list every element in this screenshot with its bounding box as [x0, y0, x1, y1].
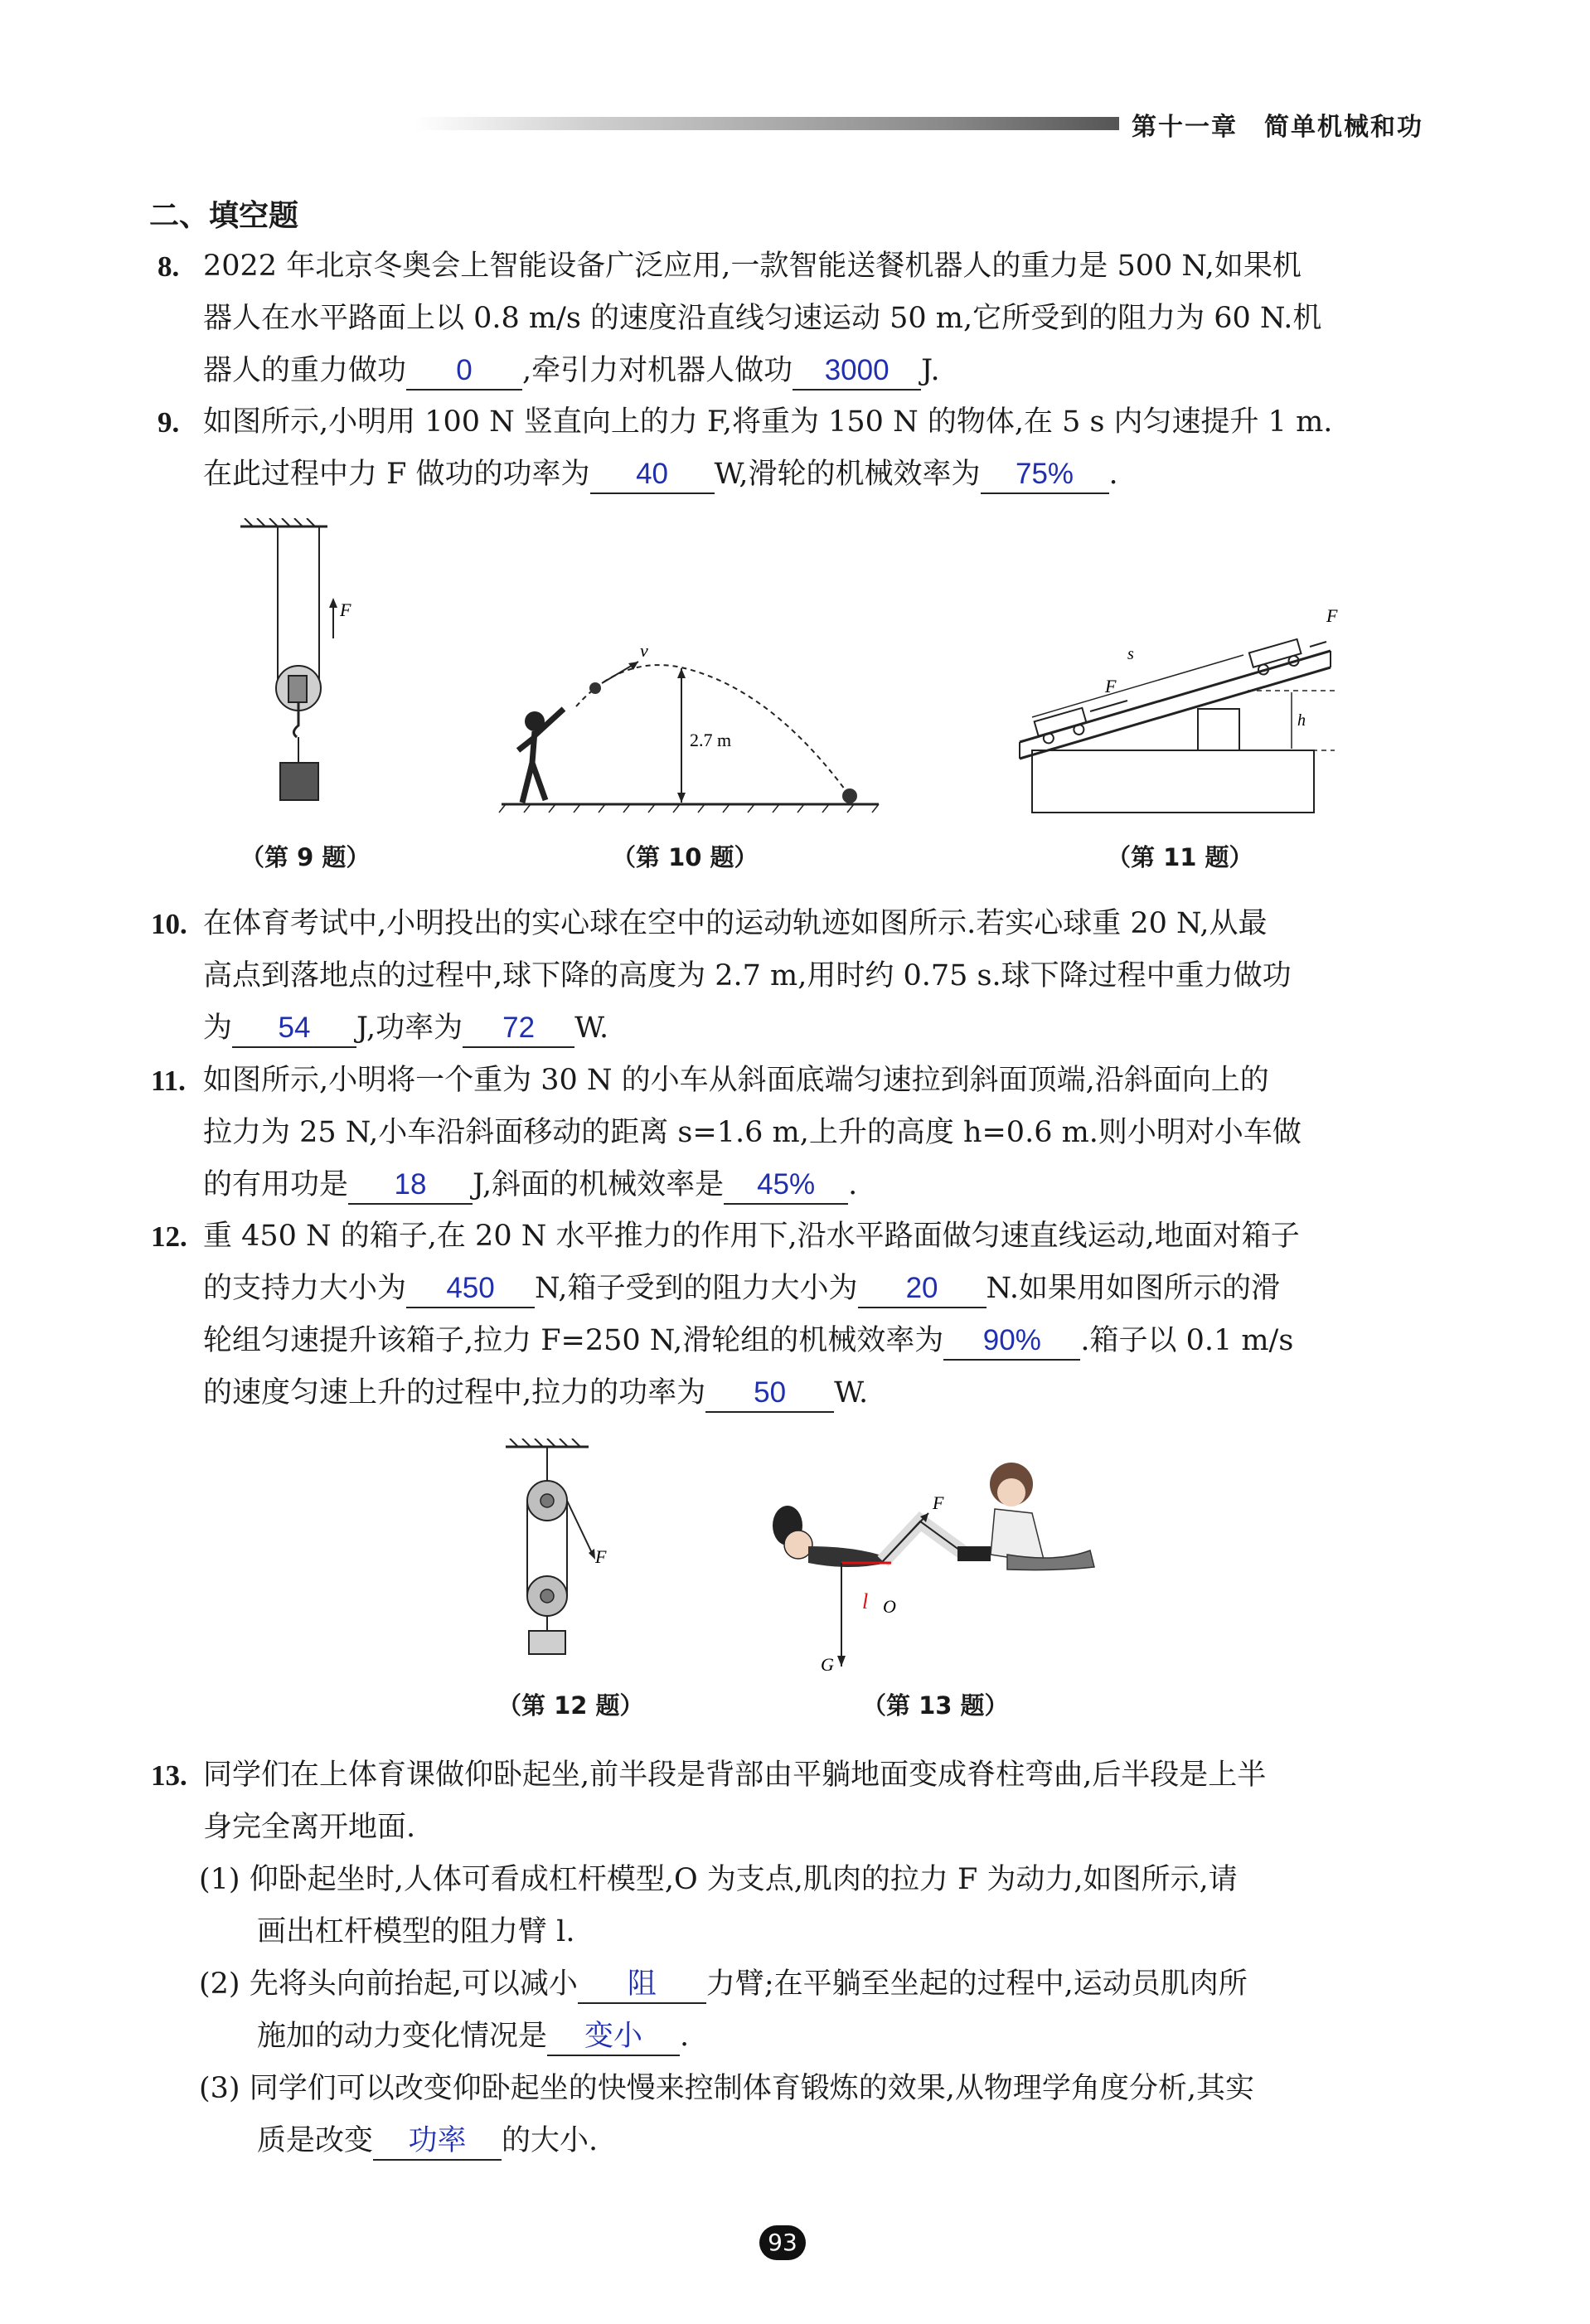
- text-line: [203, 1315, 1293, 1367]
- sub-question-1: (1) 仰卧起坐时,人体可看成杠杆模型,O 为支点,肌肉的拉力 F 为动力,如图所示,请: [199, 1863, 1238, 1896]
- figure-13-situp: [759, 1447, 1107, 1671]
- answer-blank[interactable]: 40: [590, 456, 715, 494]
- gravity-label: G: [821, 1654, 834, 1671]
- text-line: [257, 2115, 598, 2167]
- answer-blank[interactable]: 75%: [981, 456, 1109, 494]
- header-rule: [414, 117, 1119, 130]
- text: 的大小.: [502, 2124, 599, 2157]
- answer-blank[interactable]: 450: [406, 1270, 535, 1308]
- caption-fig10: （第 10 题）: [612, 843, 759, 871]
- text-line: 在体育考试中,小明投出的实心球在空中的运动轨迹如图所示.若实心球重 20 N,从最: [203, 907, 1268, 940]
- height-label: 2.7 m: [690, 730, 732, 750]
- text: N,箱子受到的阻力大小为: [535, 1272, 858, 1305]
- question-number: 11.: [151, 1065, 186, 1097]
- text: 的有用功是: [203, 1168, 349, 1201]
- text: 器人的重力做功: [203, 354, 407, 387]
- text: J,斜面的机械效率是: [473, 1168, 725, 1201]
- figure-10-throw: [497, 630, 887, 817]
- text: .箱子以 0.1 m/s: [1080, 1324, 1294, 1357]
- text-line: 如图所示,小明将一个重为 30 N 的小车从斜面底端匀速拉到斜面顶端,沿斜面向上的: [203, 1064, 1269, 1097]
- caption-fig12: （第 12 题）: [497, 1691, 644, 1720]
- distance-label: s: [1127, 645, 1134, 663]
- answer-blank[interactable]: 功率: [373, 2123, 502, 2161]
- force-label: F: [933, 1492, 944, 1513]
- answer-blank[interactable]: 0: [406, 352, 522, 391]
- text: .: [848, 1168, 858, 1201]
- pivot-label: O: [883, 1596, 896, 1617]
- text-line: [203, 1367, 868, 1419]
- text-line: 画出杠杆模型的阻力臂 l.: [257, 1915, 575, 1948]
- sub-question-2: [199, 1958, 1248, 2011]
- text-line: 同学们在上体育课做仰卧起坐,前半段是背部由平躺地面变成脊柱弯曲,后半段是上半: [203, 1759, 1267, 1792]
- answer-blank[interactable]: 3000: [793, 352, 921, 391]
- text: .: [680, 2020, 690, 2053]
- text: (2) 先将头向前抬起,可以减小: [199, 1967, 578, 2001]
- text: 在此过程中力 F 做功的功率为: [203, 458, 590, 491]
- question-number: 12.: [151, 1220, 187, 1253]
- text-line: 如图所示,小明用 100 N 竖直向上的力 F,将重为 150 N 的物体,在 5 s 内匀速提升 1 m.: [203, 405, 1333, 439]
- caption-fig11: （第 11 题）: [1107, 843, 1253, 871]
- force-label: F: [595, 1546, 607, 1567]
- answer-blank[interactable]: 54: [232, 1010, 356, 1048]
- question-number: 9.: [158, 406, 180, 439]
- text: 的速度匀速上升的过程中,拉力的功率为: [203, 1376, 706, 1409]
- figure-12-pulley-block: [497, 1439, 630, 1658]
- answer-blank[interactable]: 50: [705, 1375, 834, 1413]
- page-number: 93: [759, 2225, 806, 2260]
- answer-blank[interactable]: 45%: [724, 1167, 848, 1205]
- text-line: 2022 年北京冬奥会上智能设备广泛应用,一款智能送餐机器人的重力是 500 N,如果机: [203, 250, 1302, 283]
- question-number: 8.: [158, 250, 180, 283]
- section-title: 二、填空题: [149, 199, 299, 233]
- question-number: 13.: [151, 1759, 187, 1792]
- velocity-label: v: [640, 640, 648, 661]
- sub-question-3: (3) 同学们可以改变仰卧起坐的快慢来控制体育锻炼的效果,从物理学角度分析,其实: [199, 2072, 1254, 2105]
- text: .: [1108, 458, 1118, 491]
- text: 的支持力大小为: [203, 1272, 407, 1305]
- answer-blank[interactable]: 90%: [943, 1322, 1080, 1361]
- text: J,功率为: [356, 1012, 463, 1045]
- text-line: 重 450 N 的箱子,在 20 N 水平推力的作用下,沿水平路面做匀速直线运动,地面对箱子: [203, 1220, 1300, 1253]
- caption-fig13: （第 13 题）: [862, 1691, 1009, 1720]
- text: 为: [203, 1012, 233, 1045]
- text: J.: [921, 354, 940, 387]
- text-line: [257, 2011, 689, 2063]
- text: 轮组匀速提升该箱子,拉力 F=250 N,滑轮组的机械效率为: [203, 1324, 944, 1357]
- text: N.如果用如图所示的滑: [986, 1272, 1281, 1305]
- text-line: [203, 1159, 857, 1211]
- figure-9-pulley: [232, 518, 365, 813]
- text: ,牵引力对机器人做功: [522, 354, 793, 387]
- answer-blank[interactable]: 阻: [578, 1966, 706, 2004]
- figure-11-incline: [1007, 601, 1339, 817]
- answer-blank[interactable]: 72: [463, 1010, 574, 1048]
- question-number: 10.: [151, 908, 187, 940]
- arm-label: l: [862, 1589, 869, 1613]
- chapter-title: 第十一章 简单机械和功: [1132, 113, 1423, 142]
- text-line: 身完全离开地面.: [203, 1811, 416, 1844]
- text: W.: [574, 1012, 609, 1045]
- text-line: [203, 449, 1118, 501]
- text-line: 拉力为 25 N,小车沿斜面移动的距离 s=1.6 m,上升的高度 h=0.6 m.则小明对小车做: [203, 1116, 1302, 1149]
- text-line: [203, 1002, 608, 1055]
- text-line: 器人在水平路面上以 0.8 m/s 的速度沿直线匀速运动 50 m,它所受到的阻力为 60 N.机: [203, 302, 1322, 335]
- text: 力臂;在平躺至坐起的过程中,运动员肌肉所: [705, 1967, 1248, 2001]
- text: 施加的动力变化情况是: [257, 2020, 548, 2053]
- text-line: [203, 1263, 1280, 1315]
- force-label: F: [1105, 676, 1117, 696]
- text-line: 高点到落地点的过程中,球下降的高度为 2.7 m,用时约 0.75 s.球下降过程中重力做功: [203, 959, 1292, 992]
- caption-fig9: （第 9 题）: [240, 843, 371, 871]
- answer-blank[interactable]: 20: [858, 1270, 986, 1308]
- text: W.: [834, 1376, 869, 1409]
- answer-blank[interactable]: 变小: [547, 2018, 680, 2056]
- text-line: [203, 345, 940, 397]
- text: W,滑轮的机械效率为: [714, 458, 981, 491]
- force-label: F: [1326, 605, 1338, 626]
- height-label: h: [1297, 711, 1306, 730]
- answer-blank[interactable]: 18: [348, 1167, 473, 1205]
- text: 质是改变: [257, 2124, 374, 2157]
- force-label: F: [340, 599, 351, 620]
